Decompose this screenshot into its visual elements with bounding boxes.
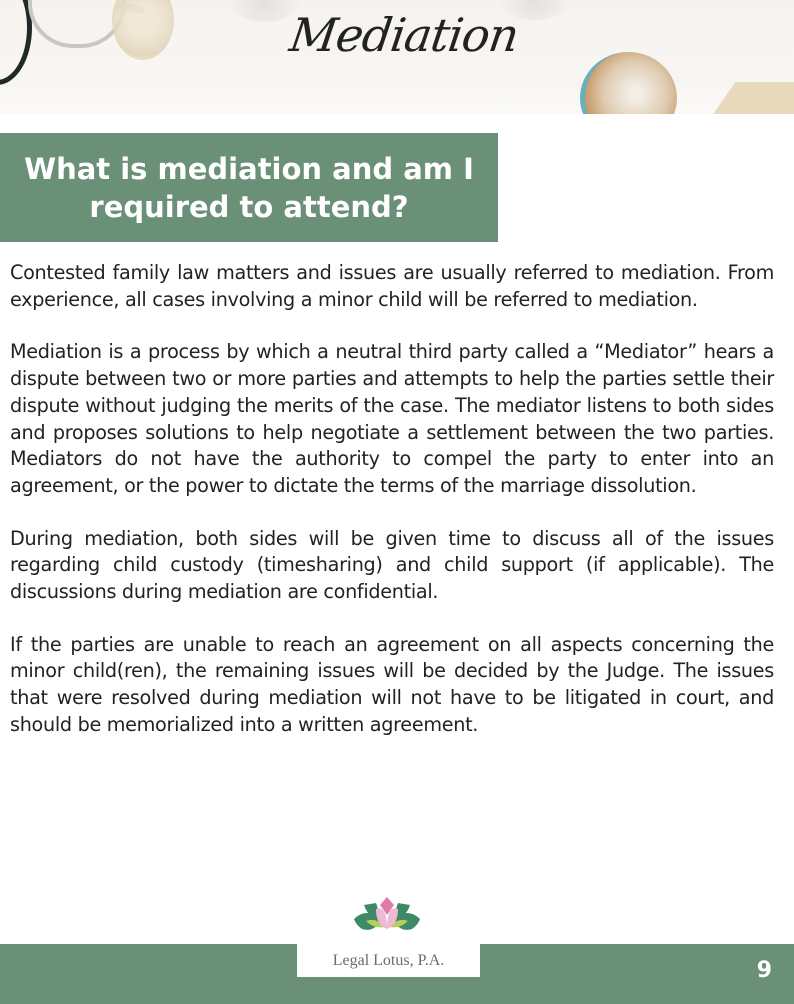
page-title: Mediation	[286, 8, 522, 62]
paragraph-3: During mediation, both sides will be given time to discuss all of the issues regarding child custody (timesharing) and child support (if applicable). The discussions during mediation are confidential.	[10, 526, 774, 604]
section-heading-box	[0, 133, 498, 242]
paragraph-4: If the parties are unable to reach an agreement on all aspects concerning the minor child(ren), the remaining issues will be decided by the Judge. The issues that were resolved during mediation will not have to be litigated in court, and should be memorialized into a written agreement.	[10, 632, 774, 736]
body-text	[10, 260, 774, 765]
banner-divider	[0, 114, 794, 118]
section-heading: What is mediation and am I required to attend?	[24, 151, 474, 224]
header-banner	[0, 0, 794, 116]
paperclip-bowl-decor	[580, 52, 677, 116]
paragraph-1: Contested family law matters and issues are usually referred to mediation. From experience, all cases involving a minor child will be referred to mediation.	[10, 261, 774, 311]
tan-box-decor	[700, 82, 794, 116]
lotus-icon	[352, 895, 422, 935]
paragraph-2: Mediation is a process by which a neutral third party called a “Mediator” hears a dispute between two or more parties and attempts to help the parties settle their dispute without judging the merits of the case. The mediator listens to both sides and proposes solutions to help negotiate a settlement between the two parties. Mediators do not have the authority to compel the party to enter into an agreement, or the power to dictate the terms of the marriage dissolution.	[10, 340, 774, 497]
page-number: 9	[756, 958, 772, 983]
footer-brand: Legal Lotus, P.A.	[297, 944, 480, 977]
dreamcatcher-decor	[112, 0, 174, 60]
eyeglasses-dark-decor	[0, 0, 32, 85]
